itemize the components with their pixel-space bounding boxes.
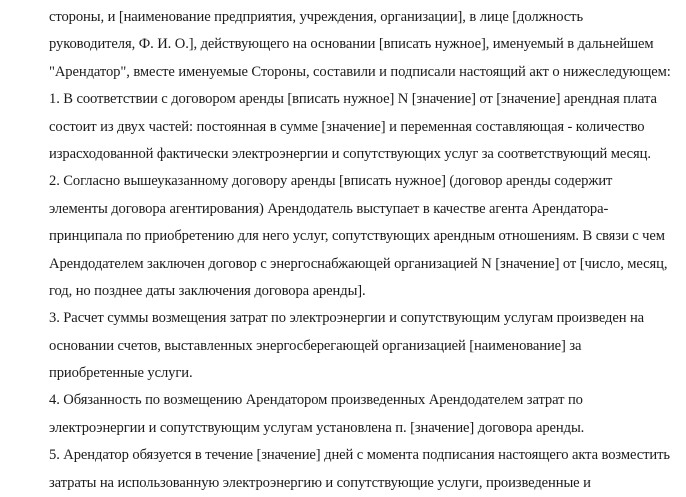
document-line: 1. В соответствии с договором аренды [вписать нужное] N [значение] от [значение] арендная плата xyxy=(49,91,657,108)
document-line: состоит из двух частей: постоянная в сумме [значение] и переменная составляющая - количество xyxy=(49,118,645,135)
document-line: электроэнергии и сопутствующим услугам установлена п. [значение] договора аренды. xyxy=(49,419,585,436)
document-line: принципала по приобретению для него услуг, сопутствующих арендным отношениям. В связи с чем xyxy=(49,228,665,245)
document-line: 5. Арендатор обязуется в течение [значение] дней с момента подписания настоящего акта возместить xyxy=(49,447,670,464)
document-body xyxy=(49,4,679,497)
document-line: затраты на использованную электроэнергию и сопутствующие услуги, произведенные и xyxy=(49,474,591,491)
document-line: приобретенные услуги. xyxy=(49,365,193,382)
document-line: основании счетов, выставленных энергосберегающей организацией [наименование] за xyxy=(49,337,582,354)
document-line: Арендодателем заключен договор с энергоснабжающей организацией N [значение] от [число, месяц, xyxy=(49,255,668,272)
document-line: год, но позднее даты заключения договора аренды]. xyxy=(49,282,366,299)
document-line: 2. Согласно вышеуказанному договору аренды [вписать нужное] (договор аренды содержит xyxy=(49,173,613,190)
document-line: 3. Расчет суммы возмещения затрат по электроэнергии и сопутствующим услугам произведен на xyxy=(49,310,645,327)
document-line: "Арендатор", вместе именуемые Стороны, составили и подписали настоящий акт о нижеследующем: xyxy=(49,63,671,80)
document-line: израсходованной фактически электроэнергии и сопутствующих услуг за соответствующий месяц. xyxy=(49,145,651,162)
document-line: стороны, и [наименование предприятия, учреждения, организации], в лице [должность xyxy=(49,9,583,25)
document-line: руководителя, Ф. И. О.], действующего на основании [вписать нужное], именуемый в дальнейшем xyxy=(49,36,654,53)
document-line: элементы договора агентирования) Арендодатель выступает в качестве агента Арендатора- xyxy=(49,200,609,217)
document-line: 4. Обязанность по возмещению Арендатором произведенных Арендодателем затрат по xyxy=(49,392,583,409)
